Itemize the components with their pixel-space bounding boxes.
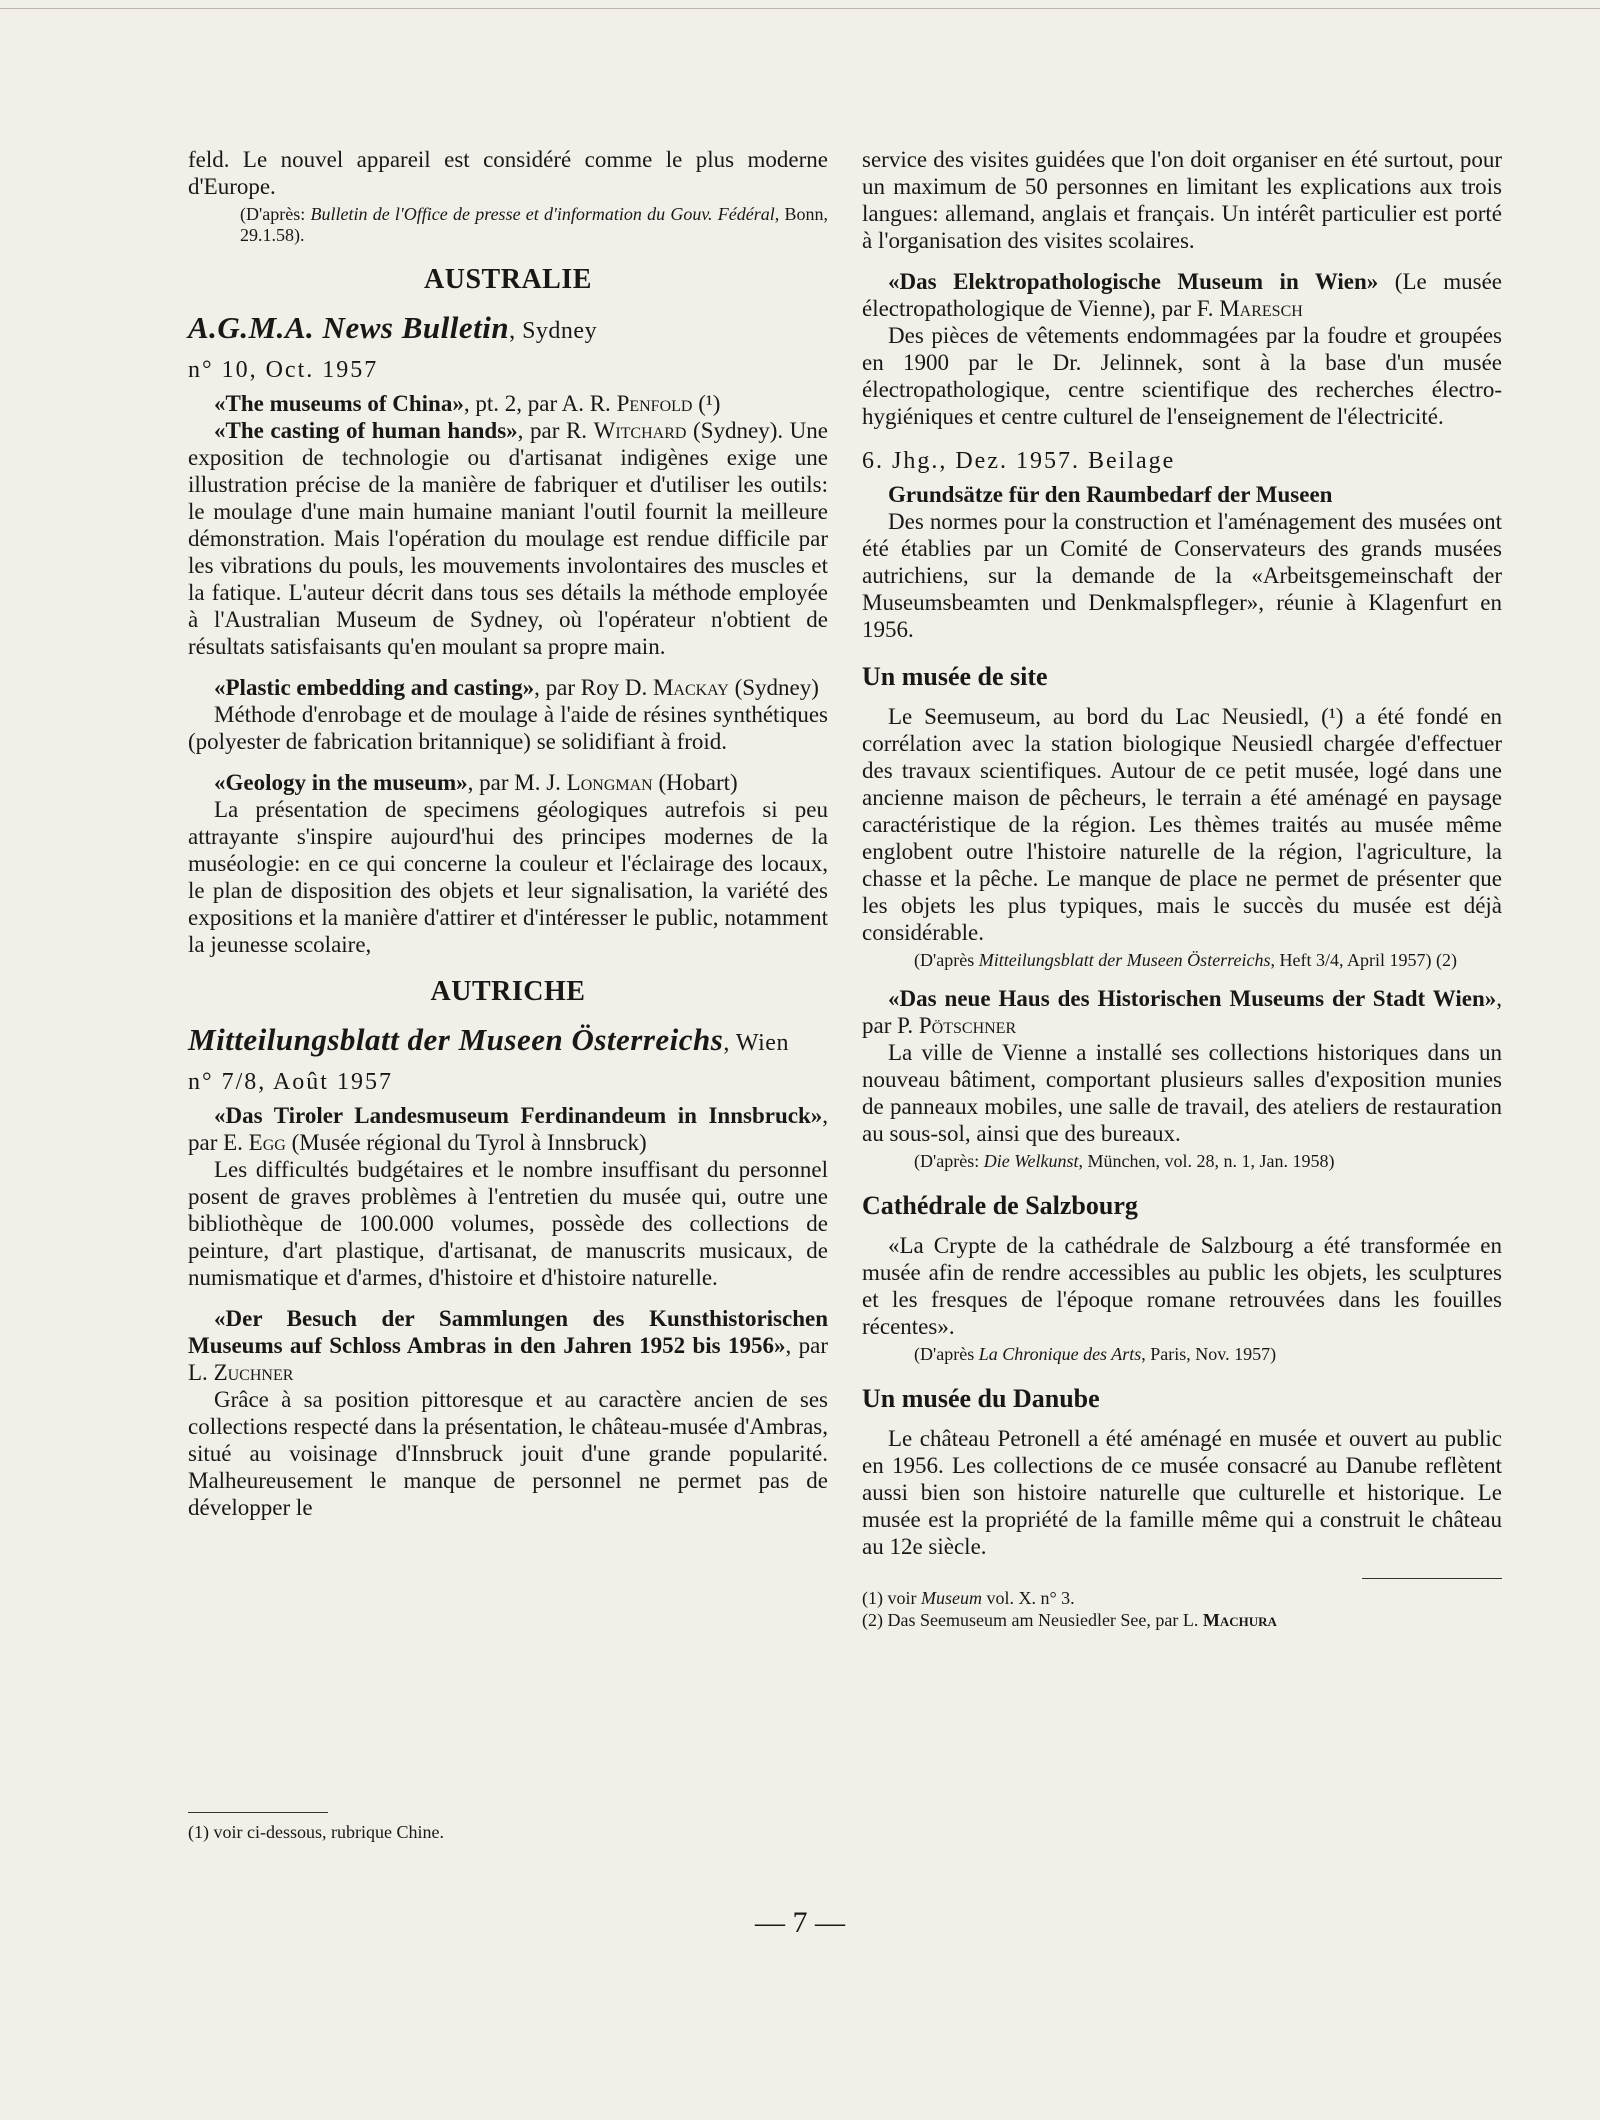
- left-footnotes: [188, 1812, 828, 1843]
- publication-title: A.G.M.A. News Bulletin, Sydney: [188, 310, 598, 345]
- article-entry: «Das neue Haus des Historischen Museums der Stadt Wien», par P. Pötschner: [862, 986, 1502, 1038]
- article-summary: Grâce à sa position pittoresque et au caractère ancien de ses collections respecté dans la présentation, le château-musée d'Ambras, situé au voisinage d'Innsbruck jouit d'une grande popularité. Malheureusement le manque de personnel ne permet pas de développer le: [188, 1387, 828, 1520]
- article-entry: «Plastic embedding and casting», par Roy D. Mackay (Sydney): [214, 675, 819, 700]
- footnote: (1) voir Museum vol. X. n° 3.: [862, 1588, 1075, 1608]
- issue-line: n° 10, Oct. 1957: [188, 357, 379, 383]
- article-entry: Grundsätze für den Raumbedarf der Museen: [888, 482, 1333, 507]
- footnote-rule: [188, 1812, 328, 1813]
- article-entry: «Geology in the museum», par M. J. Longman (Hobart): [214, 770, 738, 795]
- page-number: — 7 —: [755, 1906, 845, 1939]
- article-summary: Méthode d'enrobage et de moulage à l'aide de résines synthétiques (polyester de fabrication britannique) se solidifiant à froid.: [188, 702, 828, 754]
- article-entry: «The museums of China», pt. 2, par A. R. Penfold (¹): [214, 391, 721, 416]
- article-summary: Les difficultés budgétaires et le nombre insuffisant du personnel posent de graves problèmes à l'entretien du musée qui, outre une bibliothèque de 100.000 volumes, possède des collections de peinture, d'art plastique, d'artisanat, de manuscrits musicaux, de numismatique et d'armes, d'histoire et d'histoire naturelle.: [188, 1157, 828, 1290]
- left-column: [188, 146, 828, 1521]
- section-text: «La Crypte de la cathédrale de Salzbourg a été transformée en musée afin de rendre accessibles au public les objets, les sculptures et les fresques de l'époque romane retrouvées dans les fouilles récentes».: [862, 1233, 1502, 1339]
- section-text: Le château Petronell a été aménagé en musée et ouvert au public en 1956. Les collections de ce musée consacré au Danube reflètent aussi bien son histoire naturelle que culturelle et historique. Le musée est la propriété de la famille même qui a construit le château au 12e siècle.: [862, 1426, 1502, 1559]
- country-heading: AUTRICHE: [430, 976, 586, 1007]
- source-citation: (D'après Mitteilungsblatt der Museen Österreichs, Heft 3/4, April 1957) (2): [914, 950, 1457, 970]
- article-summary: Des pièces de vêtements endommagées par la foudre et groupées en 1900 par le Dr. Jelinnek, sont à la base d'un musée électropathologique, centre scientifique des recherches électro-hygiéniques et centre culturel de l'enseignement de l'électricité.: [862, 323, 1502, 429]
- article-summary: La ville de Vienne a installé ses collections historiques dans un nouveau bâtiment, comportant plusieurs salles d'exposition munies de panneaux mobiles, une salle de travail, des ateliers de restauration au sous-sol, ainsi que des bureaux.: [862, 1040, 1502, 1146]
- footnote: (2) Das Seemuseum am Neusiedler See, par L. Machura: [862, 1610, 1277, 1630]
- source-citation: (D'après La Chronique des Arts, Paris, Nov. 1957): [914, 1344, 1277, 1364]
- paragraph: service des visites guidées que l'on doit organiser en été surtout, pour un maximum de 50 personnes en limitant les explications aux trois langues: allemand, anglais et français. Un intérêt particulier est porté à l'organisation des visites scolaires.: [862, 147, 1502, 253]
- article-entry: «Das Elektropathologische Museum in Wien» (Le musée électropathologique de Vienne), par F. Maresch: [862, 269, 1502, 321]
- section-text: Le Seemuseum, au bord du Lac Neusiedl, (¹) a été fondé en corrélation avec la station biologique Neusiedl chargée d'effectuer des travaux scientifiques. Autour de ce petit musée, logé dans une ancienne maison de pêcheurs, le terrain a été aménagé en paysage caractéristique de la région. Les thèmes traités au musée même englobent outre l'histoire naturelle de la région, l'agriculture, la chasse et la pêche. Le manque de place ne permet de présenter que les objets les plus typiques, mais le succès du musée est déjà considérable.: [862, 704, 1502, 945]
- article-summary: Des normes pour la construction et l'aménagement des musées ont été établies par un Comité de Conservateurs des grands musées autrichiens, sur la demande de la «Arbeitsgemeinschaft der Museumsbeamten und Denkmalspfleger», réunie à Klagenfurt en 1956.: [862, 509, 1502, 642]
- source-citation: (D'après: Bulletin de l'Office de presse et d'information du Gouv. Fédéral, Bonn, 29.1.58).: [240, 204, 828, 245]
- country-heading: AUSTRALIE: [424, 264, 592, 295]
- footnote: (1) voir ci-dessous, rubrique Chine.: [188, 1822, 444, 1842]
- top-rule: [0, 8, 1600, 9]
- article-entry: «The casting of human hands», par R. Witchard (Sydney). Une exposition de technologie ou d'artisanat indigènes exige une illustration précise de la manière de fabriquer et d'utiliser les outils: le moulage d'une main humaine maniant l'outil fournit la meilleure démonstration. Mais l'opération du moulage est rendue difficile par les vibrations du pouls, les mouvements involontaires des muscles et la fatique. L'auteur décrit dans tous ses détails la méthode employée à l'Australian Museum de Sydney, où l'opérateur n'obtient de résultats satisfaisants qu'en moulant sa propre main.: [188, 418, 828, 659]
- paragraph: feld. Le nouvel appareil est considéré comme le plus moderne d'Europe.: [188, 147, 828, 199]
- issue-line: 6. Jhg., Dez. 1957. Beilage: [862, 448, 1176, 474]
- section-heading: Cathédrale de Salzbourg: [862, 1191, 1138, 1220]
- issue-line: n° 7/8, Août 1957: [188, 1069, 393, 1095]
- article-entry: «Das Tiroler Landesmuseum Ferdinandeum in Innsbruck», par E. Egg (Musée régional du Tyrol à Innsbruck): [188, 1103, 828, 1155]
- article-summary: La présentation de specimens géologiques autrefois si peu attrayante s'inspire aujourd'hui des principes modernes de la muséologie: en ce qui concerne la couleur et l'éclairage des locaux, le plan de disposition des objets et leur signalisation, la variété des expositions et la manière d'attirer et d'intéresser le public, notamment la jeunesse scolaire,: [188, 797, 828, 957]
- right-column: [862, 146, 1502, 1631]
- publication-title: Mitteilungsblatt der Museen Österreichs, Wien: [188, 1022, 789, 1057]
- footnote-rule: [1362, 1578, 1502, 1579]
- article-entry: «Der Besuch der Sammlungen des Kunsthistorischen Museums auf Schloss Ambras in den Jahren 1952 bis 1956», par L. Zuchner: [188, 1306, 828, 1385]
- section-heading: Un musée de site: [862, 662, 1048, 691]
- source-citation: (D'après: Die Welkunst, München, vol. 28, n. 1, Jan. 1958): [914, 1151, 1335, 1171]
- section-heading: Un musée du Danube: [862, 1384, 1100, 1413]
